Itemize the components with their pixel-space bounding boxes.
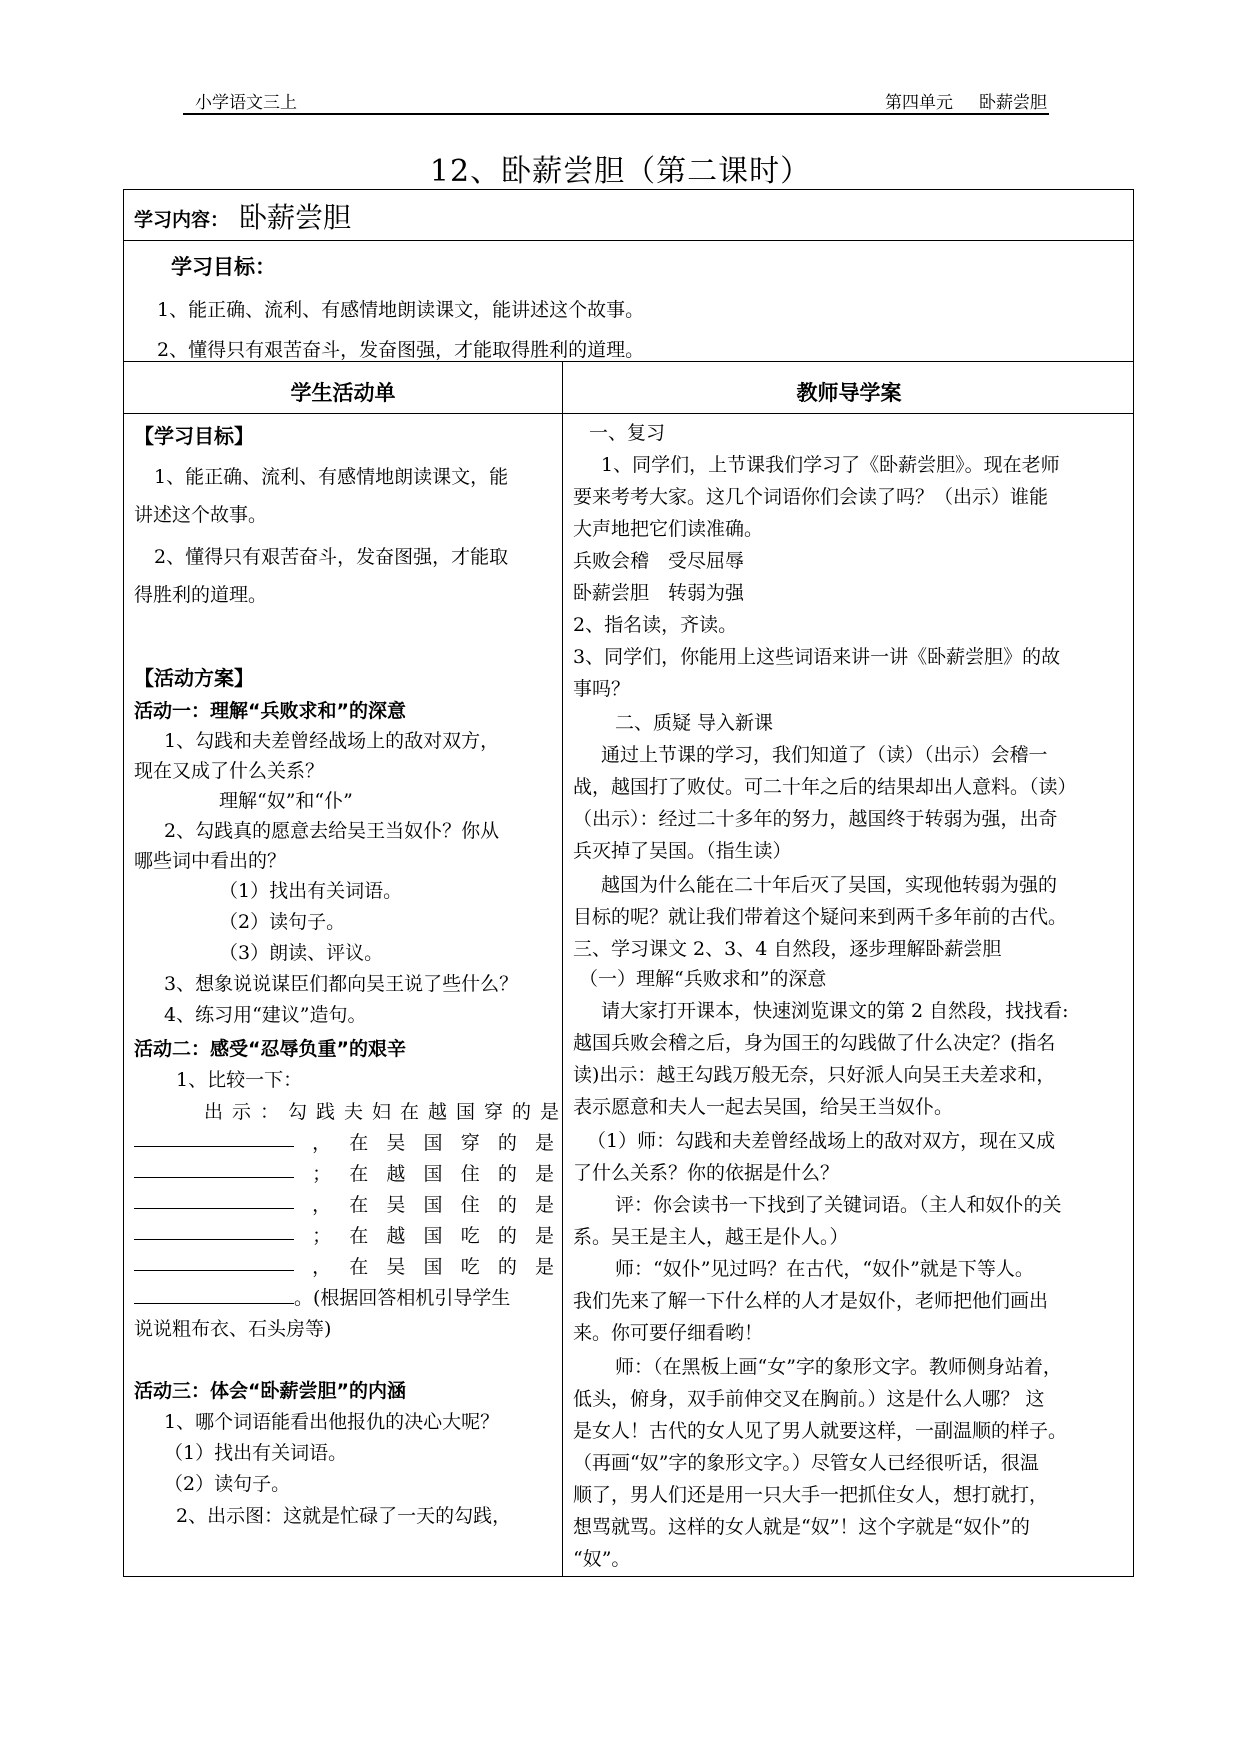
fill-char: 的 [497, 1194, 517, 1216]
left-plan-heading: 【活动方案】 [134, 666, 254, 690]
right-text: （一）理解“兵败求和”的深意 [579, 968, 827, 990]
fill-char: 国 [423, 1163, 443, 1185]
right-text: 师：（在黑板上画“女”字的象形文字。教师侧身站着， [615, 1356, 1062, 1378]
fill-char: 是 [534, 1256, 554, 1278]
right-text: 低头，俯身，双手前伸交叉在胸前。）这是什么人哪？ 这 [573, 1388, 1045, 1410]
fill-char: 穿 [460, 1132, 480, 1154]
left-text: 说说粗布衣、石头房等) [134, 1318, 332, 1340]
left-text: 3、想象说说谋臣们都向吴王说了些什么？ [164, 973, 519, 995]
page-title: 12、卧薪尝胆（第二课时） [429, 154, 812, 189]
left-text: 。(根据回答相机引导学生 [294, 1287, 511, 1309]
right-text: 我们先来了解一下什么样的人才是奴仆，老师把他们画出 [573, 1290, 1049, 1312]
fill-char: 国 [423, 1256, 443, 1278]
fill-blank-end [134, 1283, 510, 1310]
fill-char: 住 [460, 1163, 480, 1185]
left-text: （3）朗读、评议。 [219, 942, 384, 964]
fill-char: 是 [534, 1194, 554, 1216]
right-text: 通过上节课的学习，我们知道了（读）（出示）会稽一 [601, 744, 1048, 766]
right-text: 二、质疑 导入新课 [615, 712, 774, 734]
answer-blank [134, 1285, 294, 1304]
left-text: 1、哪个词语能看出他报仇的决心大呢？ [164, 1411, 500, 1433]
fill-char: 的 [497, 1132, 517, 1154]
study-goal-item: 2、懂得只有艰苦奋斗，发奋图强，才能取得胜利的道理。 [157, 339, 645, 361]
right-text: 大声地把它们读准确。 [573, 518, 764, 540]
right-text: 一、复习 [589, 422, 666, 444]
study-goals-box [123, 240, 1134, 362]
right-text: 师：“奴仆”见过吗？在古代，“奴仆”就是下等人。 [615, 1258, 1034, 1280]
fill-char: 越 [386, 1225, 406, 1247]
left-text: 2、勾践真的愿意去给吴王当奴仆？你从 [164, 820, 500, 842]
fill-char: ， [312, 1256, 332, 1278]
column-divider [562, 362, 563, 1576]
left-text: 2、出示图：这就是忙碌了一天的勾践， [176, 1505, 512, 1527]
fill-char: 吴 [386, 1256, 406, 1278]
lesson-table [123, 361, 1134, 1577]
left-text: 2、懂得只有艰苦奋斗，发奋图强，才能取 [154, 546, 509, 568]
student-column-heading: 学生活动单 [290, 381, 396, 405]
answer-blank [134, 1252, 294, 1271]
fill-char: 在 [349, 1132, 369, 1154]
right-text: 越国兵败会稽之后，身为国王的勾践做了什么决定？(指名 [573, 1032, 1056, 1054]
right-text: 读)出示：越王勾践万般无奈，只好派人向吴王夫差求和， [573, 1064, 1056, 1086]
left-text: （1）找出有关词语。 [219, 880, 403, 902]
right-text: “奴”。 [573, 1548, 631, 1570]
right-text: 来。你可要仔细看哟！ [573, 1322, 764, 1344]
fill-char: 国 [423, 1132, 443, 1154]
fill-char: ， [312, 1194, 332, 1216]
right-text: 事吗？ [573, 678, 631, 700]
fill-char: ； [312, 1225, 332, 1247]
left-goals-heading: 【学习目标】 [134, 424, 254, 448]
fill-char: 国 [423, 1194, 443, 1216]
left-text: 得胜利的道理。 [134, 584, 268, 606]
left-text: 哪些词中看出的？ [134, 850, 287, 872]
activity-one-heading: 活动一：理解“兵败求和”的深意 [134, 700, 406, 722]
left-text: （1）找出有关词语。 [164, 1442, 348, 1464]
study-content-label: 学习内容： [134, 209, 230, 231]
activity-two-heading: 活动二：感受“忍辱负重”的艰辛 [134, 1038, 406, 1060]
fill-char: ， [312, 1132, 332, 1154]
study-content-box [123, 189, 1134, 241]
right-text: 了什么关系？你的依据是什么？ [573, 1162, 840, 1184]
right-text: （1）师：勾践和夫差曾经战场上的敌对双方，现在又成 [587, 1130, 1056, 1152]
study-content-value: 卧薪尝胆 [239, 201, 352, 234]
right-text: 是女人！古代的女人见了男人就要这样，一副温顺的样子。 [573, 1420, 1068, 1442]
left-text: （2）读句子。 [164, 1473, 291, 1495]
study-goal-item: 1、能正确、流利、有感情地朗读课文，能讲述这个故事。 [157, 299, 645, 321]
fill-char: 是 [534, 1225, 554, 1247]
answer-blank [134, 1159, 294, 1178]
study-goals-heading: 学习目标： [171, 255, 276, 279]
answer-blank [134, 1221, 294, 1240]
header-lesson-label: 卧薪尝胆 [979, 93, 1047, 113]
left-text: 理解“奴”和“仆” [219, 790, 353, 812]
right-text: 越国为什么能在二十年后灭了吴国，实现他转弱为强的 [601, 874, 1058, 896]
fill-blank-row [134, 1221, 554, 1248]
right-text: 表示愿意和夫人一起去吴国，给吴王当奴仆。 [573, 1096, 954, 1118]
right-text: 3、同学们，你能用上这些词语来讲一讲《卧薪尝胆》的故 [573, 646, 1061, 668]
right-text: 兵败会稽 受尽屈辱 [573, 550, 745, 572]
teacher-column-heading: 教师导学案 [796, 381, 902, 405]
header-unit [885, 88, 1047, 113]
fill-char: 的 [497, 1163, 517, 1185]
header-unit-label: 第四单元 [885, 93, 953, 113]
right-text: 1、同学们，上节课我们学习了《卧薪尝胆》。现在老师 [601, 454, 1060, 476]
left-text: 出示：勾践夫妇在越国穿的是 [204, 1101, 569, 1123]
left-text: 现在又成了什么关系？ [134, 760, 325, 782]
answer-blank [134, 1190, 294, 1209]
fill-blank-row [134, 1190, 554, 1217]
right-text: 要来考考大家。这几个词语你们会读了吗？（出示）谁能 [573, 486, 1049, 508]
right-text: （出示）：经过二十多年的努力，越国终于转弱为强，出奇 [573, 808, 1058, 830]
right-text: 评：你会读书一下找到了关键词语。（主人和奴仆的关 [615, 1194, 1062, 1216]
fill-char: 吴 [386, 1194, 406, 1216]
right-text: （再画“奴”字的象形文字。）尽管女人已经很听话，很温 [573, 1452, 1039, 1474]
fill-char: 是 [534, 1132, 554, 1154]
fill-char: ； [312, 1163, 332, 1185]
header-divider [124, 413, 1133, 414]
fill-char: 在 [349, 1194, 369, 1216]
fill-char: 越 [386, 1163, 406, 1185]
right-text: 顺了，男人们还是用一只大手一把抓住女人，想打就打， [573, 1484, 1049, 1506]
left-text: 1、比较一下： [176, 1069, 303, 1091]
left-text: （2）读句子。 [219, 911, 346, 933]
fill-char: 在 [349, 1225, 369, 1247]
activity-three-heading: 活动三：体会“卧薪尝胆”的内涵 [134, 1380, 406, 1402]
fill-char: 的 [497, 1225, 517, 1247]
header-rule [183, 113, 1049, 115]
right-text: 请大家打开课本，快速浏览课文的第 2 自然段，找找看: [601, 1000, 1069, 1022]
fill-blank-row [134, 1159, 554, 1186]
fill-char: 吃 [460, 1256, 480, 1278]
fill-char: 吴 [386, 1132, 406, 1154]
left-text: 4、练习用“建议”造句。 [164, 1004, 367, 1026]
left-text: 1、勾践和夫差曾经战场上的敌对双方， [164, 730, 500, 752]
fill-blank-row [134, 1128, 554, 1155]
right-text: 兵灭掉了吴国。（指生读） [573, 840, 792, 862]
right-text: 目标的呢？就让我们带着这个疑问来到两千多年前的古代。 [573, 906, 1068, 928]
right-text: 2、指名读，齐读。 [573, 614, 738, 636]
fill-char: 是 [534, 1163, 554, 1185]
fill-char: 的 [497, 1256, 517, 1278]
right-text: 卧薪尝胆 转弱为强 [573, 582, 745, 604]
right-text: 系。吴王是主人，越王是仆人。） [573, 1226, 849, 1248]
left-text: 讲述这个故事。 [134, 504, 268, 526]
fill-char: 住 [460, 1194, 480, 1216]
right-text: 三、学习课文 2、3、4 自然段，逐步理解卧薪尝胆 [573, 938, 1002, 960]
fill-char: 国 [423, 1225, 443, 1247]
fill-blank-row [134, 1252, 554, 1279]
fill-char: 在 [349, 1256, 369, 1278]
right-text: 战，越国打了败仗。可二十年之后的结果却出人意料。（读） [573, 776, 1077, 798]
left-text: 1、能正确、流利、有感情地朗读课文，能 [154, 466, 509, 488]
header-course: 小学语文三上 [195, 93, 297, 113]
fill-char: 在 [349, 1163, 369, 1185]
answer-blank [134, 1128, 294, 1147]
right-text: 想骂就骂。这样的女人就是“奴”！这个字就是“奴仆”的 [573, 1516, 1030, 1538]
fill-char: 吃 [460, 1225, 480, 1247]
